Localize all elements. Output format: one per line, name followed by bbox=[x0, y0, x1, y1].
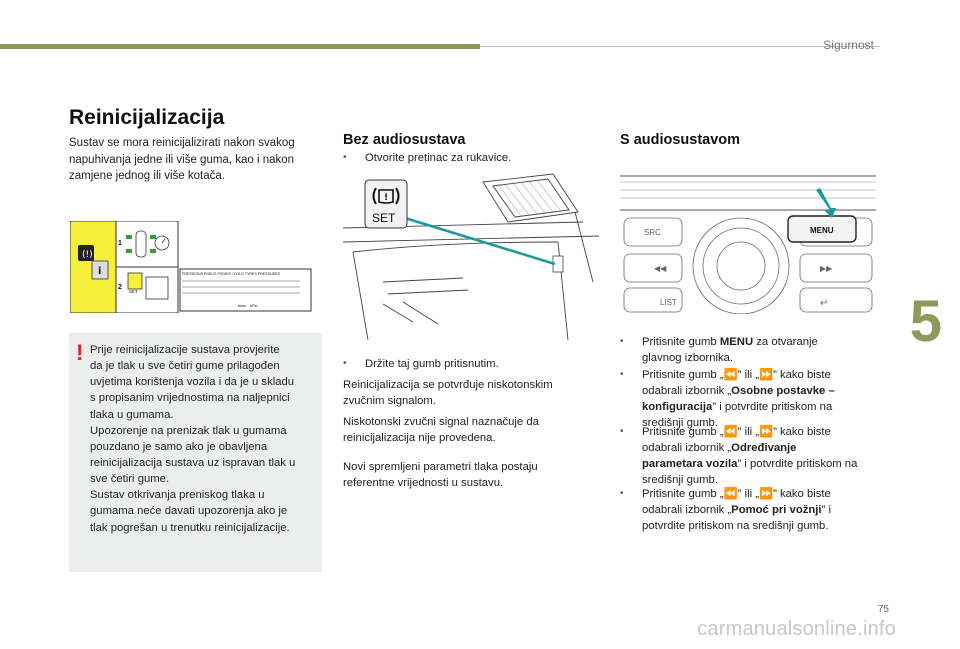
heading-bez-audiosustava: Bez audiosustava bbox=[343, 132, 466, 148]
bullet-icon: • bbox=[620, 336, 624, 347]
warning-text: Prije reinicijalizacije sustava provjerite da je tlak u sve četiri gume prilagođen uvjetima korištenja vozila i da je u skladu s propisanim vrijednostima na naljepnici tlaka u gumama. Upozorenje na prenizak tlak u gumama pouzdano je samo ako je obavljena reinicijalizacija sustava uz ispravan tlak u sve četiri gume. Sustav otkrivanja preniskog tlaka u gumama neće davati upozorenja ako je tlak pogrešan u trenutku reinicijalizacije. bbox=[90, 344, 296, 534]
svg-text:i: i bbox=[98, 266, 102, 277]
svg-text:1: 1 bbox=[118, 240, 122, 247]
svg-text:(!): (!) bbox=[82, 250, 93, 260]
svg-text:PRESSIONS PNEUS FROIDS / COLD: PRESSIONS PNEUS FROIDS / COLD TYRES PRESSURES bbox=[182, 272, 280, 276]
svg-text:kPa: kPa bbox=[250, 303, 257, 308]
svg-text:SRC: SRC bbox=[644, 228, 661, 237]
bullet-icon: • bbox=[343, 358, 347, 369]
bez-paragraph-1: Reinicijalizacija se potvrđuje niskotonskim zvučnim signalom. bbox=[343, 379, 553, 408]
bez-step-1: Otvorite pretinac za rukavice. bbox=[365, 152, 512, 164]
bullet-icon: • bbox=[620, 488, 624, 499]
glovebox-figure bbox=[343, 172, 599, 345]
bullet-icon: • bbox=[343, 152, 347, 163]
page-title: Reinicijalizacija bbox=[69, 106, 225, 129]
svg-text:bars: bars bbox=[238, 303, 246, 308]
tyre-pressure-label-figure bbox=[70, 221, 313, 313]
radio-panel-figure bbox=[620, 172, 876, 314]
svg-text:SET: SET bbox=[129, 289, 138, 294]
svg-text:SET: SET bbox=[372, 211, 396, 225]
svg-text:MENU: MENU bbox=[810, 226, 834, 235]
intro-paragraph: Sustav se mora reinicijalizirati nakon svakog napuhivanja jedne ili više guma, kao i nakon zamjene jednog ili više kotača. bbox=[69, 137, 295, 183]
s-step-3: Pritisnite gumb „⏪” ili „⏩” kako biste odabrali izbornik „Određivanje parametara vozila” i potvrdite pritiskom na središnji gumb. bbox=[642, 426, 858, 487]
svg-text:2: 2 bbox=[118, 284, 122, 291]
page-number: 75 bbox=[877, 604, 889, 615]
s-step-2: Pritisnite gumb „⏪” ili „⏩” kako biste odabrali izbornik „Osobne postavke – konfiguracija” i potvrdite pritiskom na središnji gumb. bbox=[642, 369, 835, 430]
heading-s-audiosustavom: S audiosustavom bbox=[620, 132, 741, 148]
warning-icon: ! bbox=[76, 340, 84, 365]
s-step-4: Pritisnite gumb „⏪” ili „⏩” kako biste odabrali izbornik „Pomoć pri vožnji” i potvrdite pritiskom na središnji gumb. bbox=[642, 488, 831, 533]
s-step-1: Pritisnite gumb MENU za otvaranje glavnog izbornika. bbox=[642, 336, 818, 365]
watermark: carmanualsonline.info bbox=[697, 618, 896, 640]
chapter-number: 5 bbox=[909, 289, 942, 354]
svg-text:▶▶: ▶▶ bbox=[820, 264, 833, 273]
header-rule bbox=[0, 44, 480, 49]
header-rule-thin bbox=[480, 46, 880, 47]
svg-text:!: ! bbox=[384, 193, 389, 203]
bez-paragraph-2: Niskotonski zvučni signal naznačuje da reinicijalizacija nije provedena. bbox=[343, 416, 539, 445]
svg-text:◀◀: ◀◀ bbox=[654, 264, 667, 273]
bullet-icon: • bbox=[620, 426, 624, 437]
bullet-icon: • bbox=[620, 369, 624, 380]
svg-text:LIST: LIST bbox=[660, 298, 677, 307]
bez-paragraph-3: Novi spremljeni parametri tlaka postaju referentne vrijednosti u sustavu. bbox=[343, 461, 538, 490]
section-label: Sigurnost bbox=[823, 38, 874, 52]
svg-text:↵: ↵ bbox=[820, 298, 829, 309]
bez-step-2: Držite taj gumb pritisnutim. bbox=[365, 358, 499, 370]
